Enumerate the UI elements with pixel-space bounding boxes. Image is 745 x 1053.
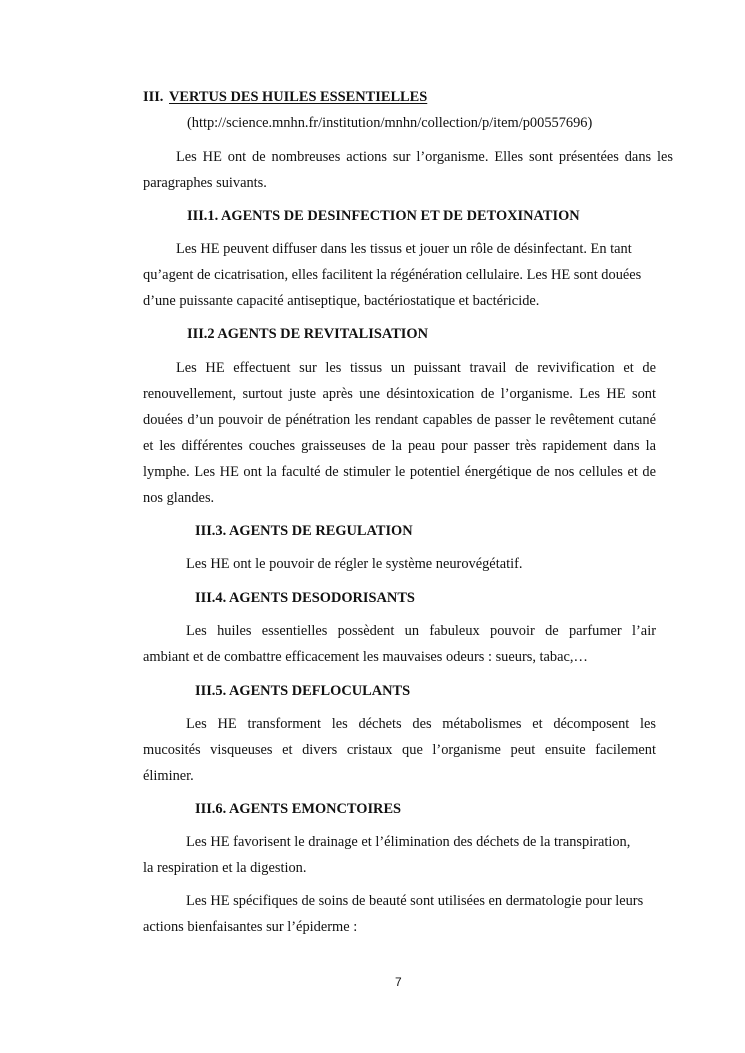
subsection-heading-4: III.4. AGENTS DESODORISANTS [195,590,415,606]
paragraph-line: la respiration et la digestion. [143,860,307,876]
paragraph-line: douées d’un pouvoir de pénétration les rendant capables de passer le revêtement cutané [143,412,656,428]
subsection-heading-3: III.3. AGENTS DE REGULATION [195,523,413,539]
section-title: VERTUS DES HUILES ESSENTIELLES [169,89,428,105]
paragraph-line: mucosités visqueuses et divers cristaux que l’organisme peut ensuite facilement [143,742,656,758]
paragraph-line: renouvellement, surtout juste après une désintoxication de l’organisme. Les HE sont [143,386,656,402]
intro-line-2: paragraphes suivants. [143,175,267,191]
paragraph-line: d’une puissante capacité antiseptique, bactériostatique et bactéricide. [143,293,540,309]
paragraph-line: Les HE ont le pouvoir de régler le système neurovégétatif. [186,556,523,572]
paragraph-line: Les HE peuvent diffuser dans les tissus et jouer un rôle de désinfectant. En tant [176,241,632,257]
paragraph-line: Les HE effectuent sur les tissus un puissant travail de revivification et de [176,360,656,376]
paragraph-line: nos glandes. [143,490,215,506]
paragraph-line: qu’agent de cicatrisation, elles facilitent la régénération cellulaire. Les HE sont douées [143,267,642,283]
intro-line-1: Les HE ont de nombreuses actions sur l’organisme. Elles sont présentées dans les [176,149,673,165]
subsection-heading-5: III.5. AGENTS DEFLOCULANTS [195,683,411,699]
paragraph-line: et les différentes couches graisseuses de la peau pour passer très rapidement dans la [143,438,656,454]
subsection-heading-6: III.6. AGENTS EMONCTOIRES [195,801,402,817]
paragraph-line: Les HE spécifiques de soins de beauté sont utilisées en dermatologie pour leurs [186,893,644,909]
subsection-heading-1: III.1. AGENTS DE DESINFECTION ET DE DETOXINATION [187,208,580,224]
paragraph-line: éliminer. [143,768,194,784]
source-url: (http://science.mnhn.fr/institution/mnhn/collection/p/item/p00557696) [187,115,593,131]
paragraph-line: Les HE favorisent le drainage et l’élimination des déchets de la transpiration, [186,834,631,850]
subsection-heading-2: III.2 AGENTS DE REVITALISATION [187,326,428,342]
paragraph-line: ambiant et de combattre efficacement les mauvaises odeurs : sueurs, tabac,… [143,649,588,665]
paragraph-line: lymphe. Les HE ont la faculté de stimuler le potentiel énergétique de nos cellules et de [143,464,656,480]
paragraph-line: actions bienfaisantes sur l’épiderme : [143,919,358,935]
paragraph-line: Les HE transforment les déchets des métabolismes et décomposent les [186,716,656,732]
paragraph-line: Les huiles essentielles possèdent un fabuleux pouvoir de parfumer l’air [186,623,656,639]
section-number: III. [143,89,164,105]
page-number: 7 [395,975,402,989]
